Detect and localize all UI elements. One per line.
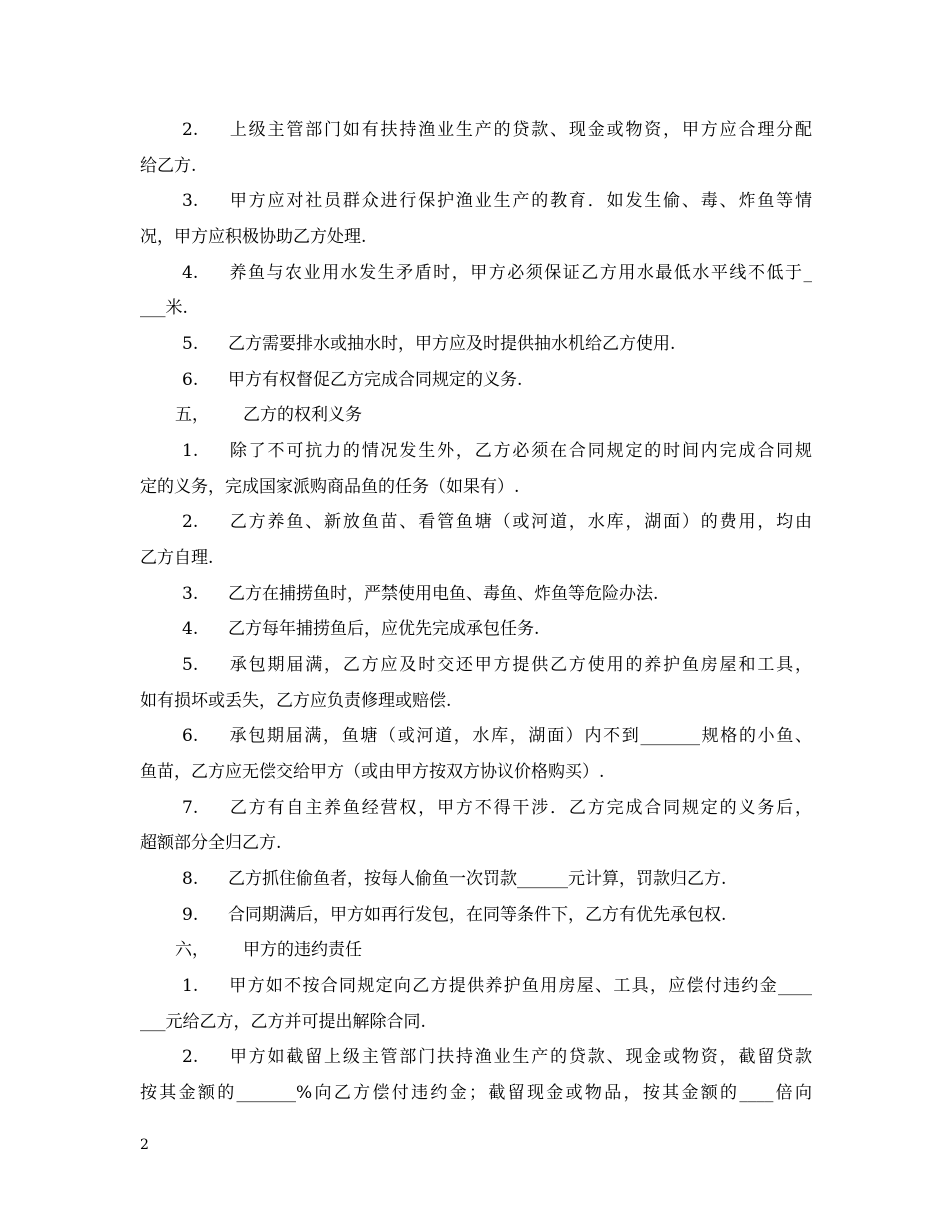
clause-continuation: 鱼苗，乙方应无偿交给甲方（或由甲方按双方协议价格购买）. [140,762,605,782]
clause-continuation: 给乙方. [140,156,197,176]
clause-line: 4. 养鱼与农业用水发生矛盾时，甲方必须保证乙方用水最低水平线不低于_ [182,263,812,283]
section-heading: 五， 乙方的权利义务 [175,405,362,425]
clause-continuation: ___米. [140,298,188,318]
clause-line: 2. 甲方如截留上级主管部门扶持渔业生产的贷款、现金或物资，截留贷款 [182,1047,812,1067]
clause-continuation: 按其金额的_______%向乙方偿付违约金；截留现金或物品，按其金额的____倍向 [140,1083,812,1103]
section-heading: 六， 甲方的违约责任 [175,940,362,960]
clause-line: 7. 乙方有自主养鱼经营权，甲方不得干涉．乙方完成合同规定的义务后， [182,798,812,818]
clause-continuation: 超额部分全归乙方. [140,833,282,853]
clause-line: 9. 合同期满后，甲方如再行发包，在同等条件下，乙方有优先承包权. [182,905,727,925]
clause-line: 5. 乙方需要排水或抽水时，甲方应及时提供抽水机给乙方使用. [182,334,676,354]
clause-continuation: 况，甲方应积极协助乙方处理. [140,227,367,247]
clause-continuation: 定的义务，完成国家派购商品鱼的任务（如果有）. [140,477,520,497]
clause-continuation: ___元给乙方，乙方并可提出解除合同. [140,1012,426,1032]
page-number: 2 [140,1137,149,1153]
clause-line: 3. 甲方应对社员群众进行保护渔业生产的教育．如发生偷、毒、炸鱼等情 [182,191,812,211]
clause-line: 2. 乙方养鱼、新放鱼苗、看管鱼塘（或河道，水库，湖面）的费用，均由 [182,512,812,532]
clause-line: 1. 除了不可抗力的情况发生外，乙方必须在合同规定的时间内完成合同规 [182,441,812,461]
clause-continuation: 如有损坏或丢失，乙方应负责修理或赔偿. [140,691,452,711]
clause-continuation: 乙方自理. [140,548,214,568]
clause-line: 6. 承包期届满，鱼塘（或河道，水库，湖面）内不到_______规格的小鱼、 [182,726,812,746]
clause-line: 3. 乙方在捕捞鱼时，严禁使用电鱼、毒鱼、炸鱼等危险办法. [182,584,659,604]
clause-line: 5. 承包期届满，乙方应及时交还甲方提供乙方使用的养护鱼房屋和工具， [182,655,812,675]
clause-line: 8. 乙方抓住偷鱼者，按每人偷鱼一次罚款______元计算，罚款归乙方. [182,869,727,889]
clause-line: 1. 甲方如不按合同规定向乙方提供养护鱼用房屋、工具，应偿付违约金____ [182,976,812,996]
clause-line: 4. 乙方每年捕捞鱼后，应优先完成承包任务. [182,619,540,639]
clause-line: 6. 甲方有权督促乙方完成合同规定的义务. [182,370,523,390]
clause-line: 2. 上级主管部门如有扶持渔业生产的贷款、现金或物资，甲方应合理分配 [182,120,812,140]
